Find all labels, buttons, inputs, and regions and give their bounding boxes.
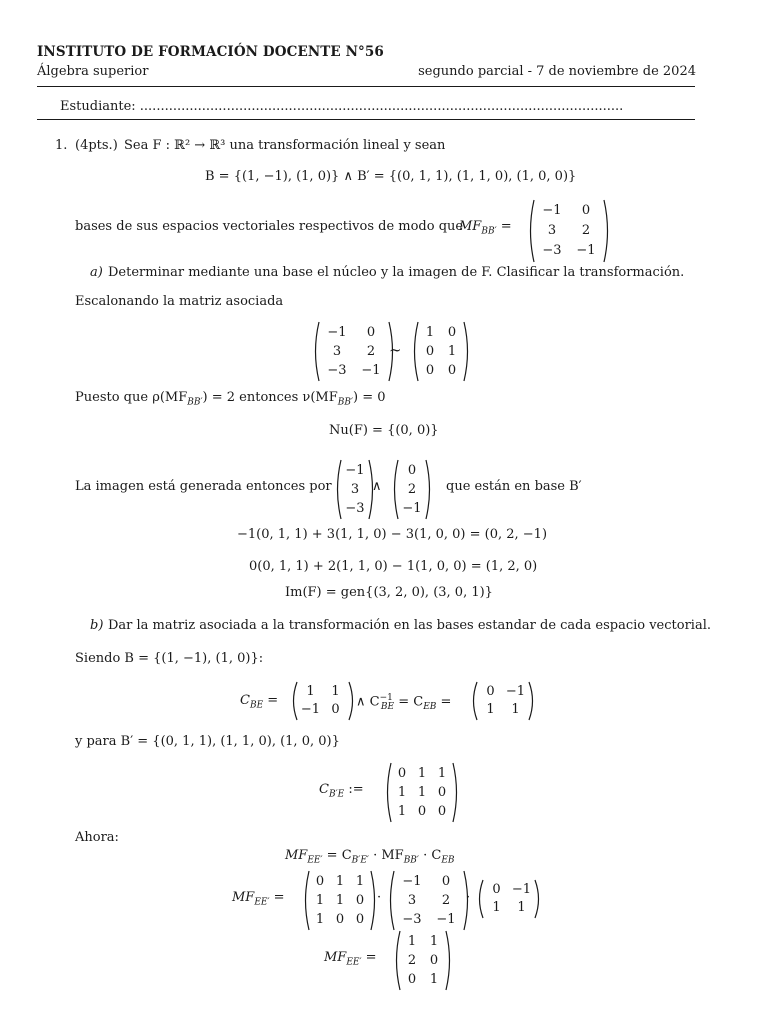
matrix-entry: −1 <box>402 874 422 889</box>
calc-line-2: 0(0, 1, 1) + 2(1, 1, 0) − 1(1, 0, 0) = (1, 2, 0) <box>249 559 538 574</box>
matrix-echelon-right <box>411 321 471 382</box>
matrix-entry: 0 <box>486 684 495 699</box>
matrix-entry: 1 <box>417 785 427 800</box>
cbpe-label: $C_{B'E}$ := <box>319 782 364 800</box>
matrix-entry: 0 <box>425 344 435 359</box>
matrix-entry: 1 <box>486 702 495 717</box>
matrix-mf-bb <box>527 199 611 263</box>
vector-image-1 <box>334 459 376 520</box>
matrix-entry: 0 <box>366 325 376 340</box>
matrix-entry: 1 <box>315 893 325 908</box>
matrix-entry: 0 <box>315 874 325 889</box>
matrix-cbpe <box>384 762 460 823</box>
matrix-entry: −1 <box>511 882 532 897</box>
matrix-entry: −1 <box>542 203 562 218</box>
image-statement: La imagen está generada entonces por <box>75 479 332 494</box>
part-a-text: Determinar mediante una base el núcleo y la imagen de F. Clasificar la transformación. <box>108 265 685 280</box>
matrix-entry: 1 <box>511 702 520 717</box>
matrix-entry: −3 <box>327 363 347 378</box>
image-tail: que están en base B′ <box>446 479 582 494</box>
matrix-entry: −1 <box>505 684 526 699</box>
matrix-entry: −1 <box>402 501 422 516</box>
rank-statement: Puesto que $\rho(MF_{BB'}) = 2$ entonces $\nu(MF_{BB'}) = 0$ <box>75 390 386 408</box>
matrix-ceb <box>470 681 536 721</box>
matrix-entry: 0 <box>447 363 457 378</box>
matrix-cbe <box>290 681 356 721</box>
matrix-entry: 3 <box>332 344 342 359</box>
matrix-entry: 1 <box>331 684 340 699</box>
product-label: $MF_{EE'}$ = <box>232 890 285 908</box>
matrix-entry: 1 <box>429 972 439 987</box>
matrix-entry: 0 <box>581 203 591 218</box>
matrix-entry: 0 <box>492 882 501 897</box>
matrix-entry: 1 <box>429 934 439 949</box>
vector-image-2 <box>391 459 433 520</box>
cbe-inverse: ∧ $C^{-1}_{BE} = C_{EB}$ = <box>356 693 452 712</box>
matrix-entry: −1 <box>345 463 365 478</box>
matrix-entry: 3 <box>547 223 557 238</box>
matrix-entry: 2 <box>366 344 376 359</box>
matrix-entry: 2 <box>407 953 417 968</box>
cbe-label: $C_{BE}$ = <box>240 693 279 711</box>
problem-statement-2: bases de sus espacios vectoriales respectivos de modo que <box>75 219 464 234</box>
matrix-entry: 1 <box>437 766 447 781</box>
calc-line-1: −1(0, 1, 1) + 3(1, 1, 0) − 3(1, 0, 0) = (0, 2, −1) <box>237 527 548 542</box>
part-b-label: b) <box>90 618 104 633</box>
matrix-entry: 0 <box>429 953 439 968</box>
matrix-entry: 0 <box>447 325 457 340</box>
matrix-entry: −3 <box>402 912 422 927</box>
matrix-entry: 0 <box>441 874 451 889</box>
matrix-entry: −1 <box>436 912 456 927</box>
mf-label: $MF_{BB'}$ = <box>459 219 512 237</box>
result-label: $MF_{EE'}$ = <box>324 950 377 968</box>
matrix-entry: 1 <box>397 804 407 819</box>
matrix-entry: 0 <box>355 893 365 908</box>
siendo-line: Siendo B = {(1, −1), (1, 0)}: <box>75 651 264 666</box>
matrix-entry: 1 <box>315 912 325 927</box>
institution-title: INSTITUTO DE FORMACIÓN DOCENTE N°56 <box>37 44 384 60</box>
matrix-entry: −3 <box>345 501 365 516</box>
problem-statement: Sea F : ℝ² → ℝ³ una transformación lineal y sean <box>124 138 446 153</box>
matrix-entry: 0 <box>331 702 340 717</box>
matrix-entry: 0 <box>335 912 345 927</box>
part-a-step1: Escalonando la matriz asociada <box>75 294 284 309</box>
matrix-entry: 0 <box>417 804 427 819</box>
product-dot-2: · <box>466 890 471 905</box>
matrix-entry: 3 <box>407 893 417 908</box>
ahora-line: Ahora: <box>75 830 119 845</box>
exam-date: segundo parcial - 7 de noviembre de 2024 <box>418 64 696 79</box>
matrix-entry: 1 <box>492 900 501 915</box>
matrix-entry: 1 <box>517 900 526 915</box>
matrix-entry: 1 <box>417 766 427 781</box>
part-b-text: Dar la matriz asociada a la transformación en las bases estandar de cada espacio vectorial. <box>108 618 711 633</box>
product-dot-1: · <box>377 890 382 905</box>
matrix-entry: −1 <box>361 363 381 378</box>
bases-equation: B = {(1, −1), (1, 0)} ∧ B′ = {(0, 1, 1), (1, 1, 0), (1, 0, 0)} <box>205 169 577 184</box>
matrix-entry: 1 <box>407 934 417 949</box>
image-result: Im(F) = gen{(3, 2, 0), (3, 0, 1)} <box>285 585 493 600</box>
matrix-entry: 1 <box>425 325 435 340</box>
para-line: y para B′ = {(0, 1, 1), (1, 1, 0), (1, 0, 0)} <box>75 734 340 749</box>
matrix-entry: 1 <box>397 785 407 800</box>
matrix-entry: 0 <box>425 363 435 378</box>
matrix-echelon-left <box>312 321 396 382</box>
matrix-entry: −1 <box>300 702 321 717</box>
problem-number: 1. <box>55 138 68 153</box>
matrix-entry: 2 <box>441 893 451 908</box>
matrix-entry: 0 <box>407 463 417 478</box>
matrix-entry: 2 <box>407 482 417 497</box>
matrix-entry: 3 <box>350 482 360 497</box>
header-rule-top <box>37 86 695 87</box>
matrix-entry: 0 <box>355 912 365 927</box>
product-formula: $MF_{EE'} = C_{B'E'} \cdot MF_{BB'} \cdot C_{EB}$ <box>285 848 455 866</box>
matrix-product-2 <box>387 870 471 931</box>
matrix-entry: 1 <box>335 893 345 908</box>
nucleus-result: Nu(F) = {(0, 0)} <box>329 423 439 438</box>
matrix-entry: 0 <box>397 766 407 781</box>
matrix-product-3 <box>476 879 542 919</box>
course-name: Álgebra superior <box>37 64 149 79</box>
matrix-product-1 <box>302 870 378 931</box>
header-rule-bottom <box>37 119 695 120</box>
similar-symbol: ∼ <box>389 341 402 359</box>
wedge-symbol: ∧ <box>372 479 382 494</box>
matrix-result <box>393 930 453 991</box>
matrix-entry: 2 <box>581 223 591 238</box>
matrix-entry: 1 <box>335 874 345 889</box>
matrix-entry: 1 <box>306 684 315 699</box>
student-field[interactable]: Estudiante: ..................................................................................................................... <box>60 99 624 114</box>
matrix-entry: −1 <box>576 243 596 258</box>
matrix-entry: 0 <box>437 785 447 800</box>
problem-points: (4pts.) <box>75 138 118 153</box>
matrix-entry: 0 <box>407 972 417 987</box>
matrix-entry: 0 <box>437 804 447 819</box>
matrix-entry: −1 <box>327 325 347 340</box>
part-a-label: a) <box>90 265 103 280</box>
matrix-entry: −3 <box>542 243 562 258</box>
matrix-entry: 1 <box>355 874 365 889</box>
matrix-entry: 1 <box>447 344 457 359</box>
